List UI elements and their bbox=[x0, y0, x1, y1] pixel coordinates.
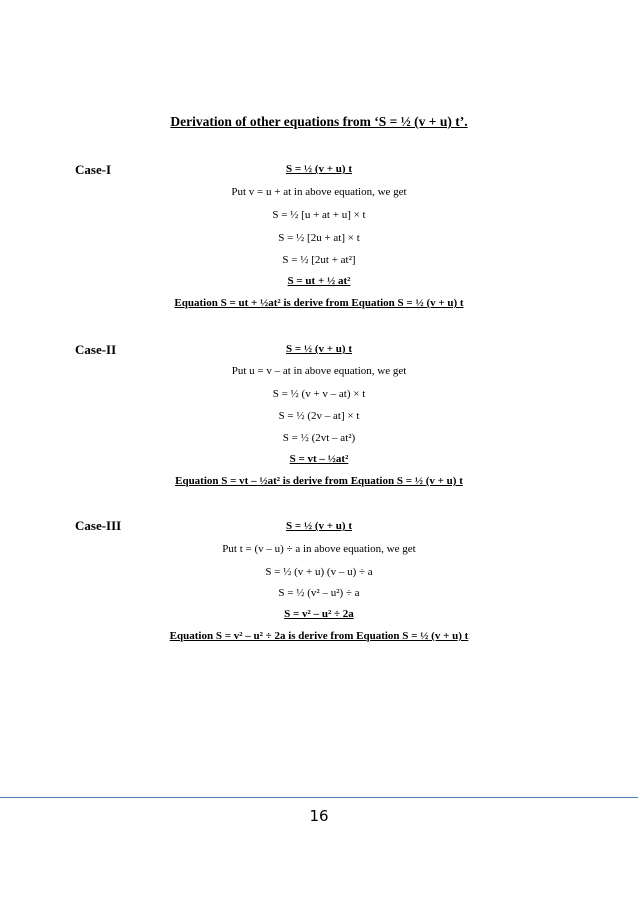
equation-line: S = ½ (2vt – at²) bbox=[282, 432, 356, 444]
equation-line: S = ½ (2v – at] × t bbox=[278, 410, 360, 422]
equation-line: S = ½ (v + u) t bbox=[285, 163, 352, 175]
footer-divider bbox=[0, 797, 638, 798]
equation-line: S = v² – u² ÷ 2a bbox=[284, 608, 354, 620]
equation-line: Put u = v – at in above equation, we get bbox=[231, 365, 407, 377]
equation-line: S = ½ [2ut + at²] bbox=[282, 254, 356, 266]
document-title: Derivation of other equations from ‘S = ½ (v + u) t’. bbox=[170, 114, 468, 129]
equation-line: S = ½ (v + u) t bbox=[285, 520, 352, 532]
case-label: Case-II bbox=[75, 342, 117, 357]
equation-line: S = ½ (v + u) t bbox=[285, 343, 352, 355]
equation-line: S = ½ (v + v – at) × t bbox=[272, 388, 366, 400]
equation-line: Equation S = vt – ½at² is derive from Equation S = ½ (v + u) t bbox=[175, 475, 463, 487]
page-number: 16 bbox=[309, 807, 329, 825]
equation-line: Put t = (v – u) ÷ a in above equation, we get bbox=[222, 543, 416, 555]
equation-line: S = ½ [u + at + u] × t bbox=[272, 209, 366, 221]
equation-line: S = vt – ½at² bbox=[289, 453, 349, 465]
equation-line: Equation S = v² – u² ÷ 2a is derive from Equation S = ½ (v + u) t bbox=[169, 630, 469, 642]
equation-line: S = ½ [2u + at] × t bbox=[278, 232, 360, 244]
equation-line: S = ut + ½ at² bbox=[287, 275, 351, 287]
equation-line: S = ½ (v² – u²) ÷ a bbox=[278, 587, 360, 599]
equation-line: S = ½ (v + u) (v – u) ÷ a bbox=[265, 566, 373, 578]
equation-line: Put v = u + at in above equation, we get bbox=[231, 186, 407, 198]
case-label: Case-III bbox=[75, 518, 122, 533]
case-label: Case-I bbox=[75, 162, 112, 177]
equation-line: Equation S = ut + ½at² is derive from Equation S = ½ (v + u) t bbox=[174, 297, 464, 309]
